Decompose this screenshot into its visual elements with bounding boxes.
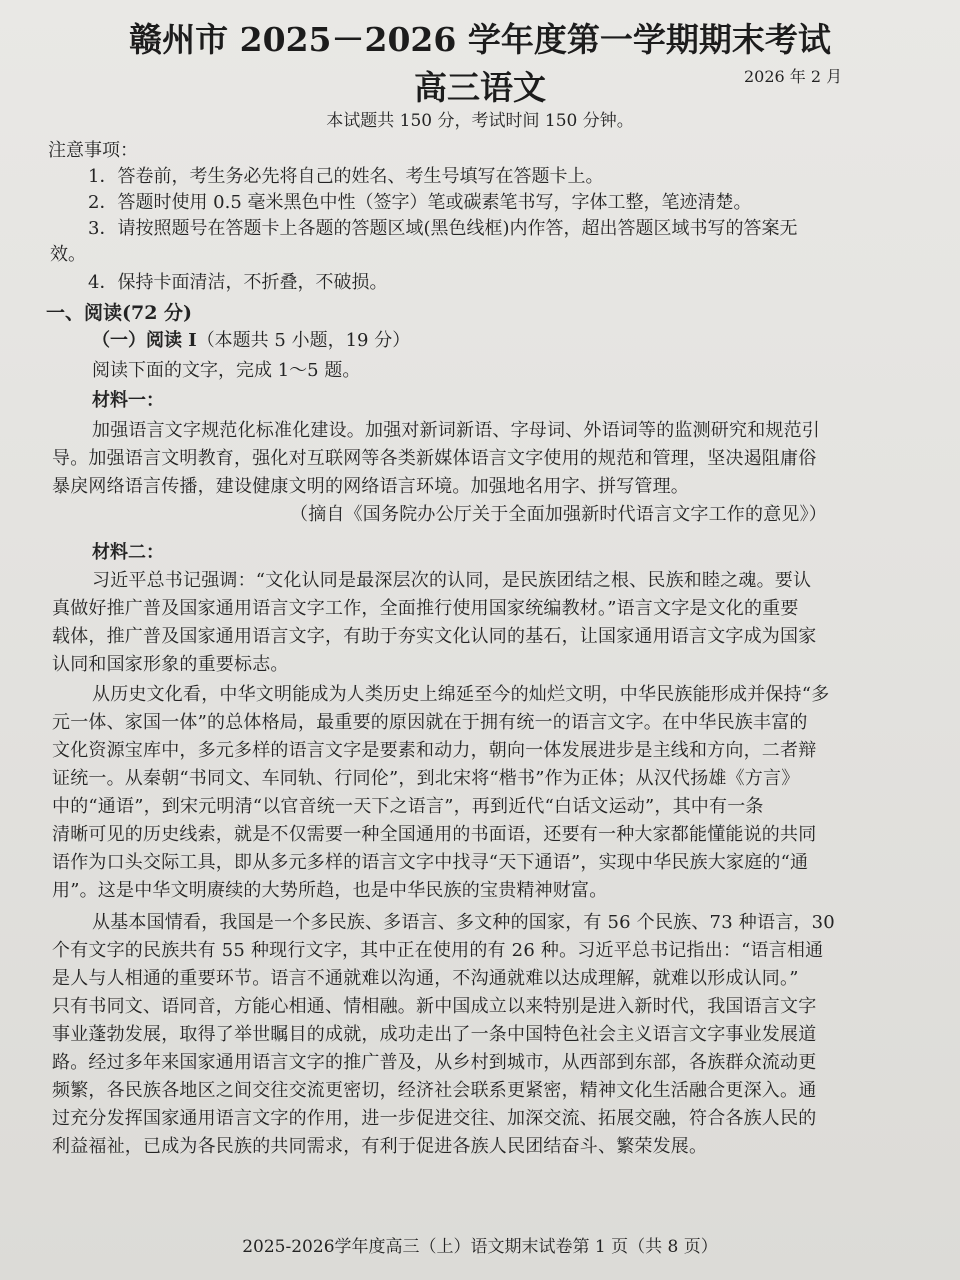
material-2-line: 从基本国情看，我国是一个多民族、多语言、多文种的国家，有 56 个民族、73 种语言，30 xyxy=(92,912,835,933)
notice-item-4: 4．保持卡面清洁，不折叠，不破损。 xyxy=(88,272,388,293)
material-2-line: 是人与人相通的重要环节。语言不通就难以沟通，不沟通就难以达成理解，就难以形成认同。” xyxy=(52,968,799,989)
material-1-line: 暴戾网络语言传播，建设健康文明的网络语言环境。加强地名用字、拼写管理。 xyxy=(52,476,689,497)
material-2-line: 语作为口头交际工具，即从多元多样的语言文字中找寻“天下通语”，实现中华民族大家庭的“通 xyxy=(52,852,809,873)
notice-item-2: 2．答题时使用 0.5 毫米黑色中性（签字）笔或碳素笔书写，字体工整，笔迹清楚。 xyxy=(88,192,752,213)
exam-date: 2026 年 2 月 xyxy=(744,67,843,86)
material-1-source: （摘自《国务院办公厅关于全面加强新时代语言文字工作的意见》） xyxy=(290,504,827,525)
material-2-line: 事业蓬勃发展，取得了举世瞩目的成就，成功走出了一条中国特色社会主义语言文字事业发展道 xyxy=(52,1024,817,1045)
material-2-line: 真做好推广普及国家通用语言文字工作，全面推行使用国家统编教材。”语言文字是文化的重要 xyxy=(52,598,799,619)
material-2-line: 过充分发挥国家通用语言文字的作用，进一步促进交往、加深交流、拓展交融，符合各族人民的 xyxy=(52,1108,817,1129)
material-2-line: 中的“通语”，到宋元明清“以官音统一天下之语言”，再到近代“白话文运动”，其中有一条 xyxy=(52,796,764,817)
exam-subject: 高三语文 xyxy=(414,68,546,107)
section-heading: 一、阅读(72 分) xyxy=(46,302,193,324)
material-1-line: 加强语言文字规范化标准化建设。加强对新词新语、字母词、外语词等的监测研究和规范引 xyxy=(92,420,820,441)
notice-item-3-cont: 效。 xyxy=(50,244,86,265)
material-2-line: 习近平总书记强调：“文化认同是最深层次的认同，是民族团结之根、民族和睦之魂。要认 xyxy=(92,570,812,591)
material-2-line: 载体，推广普及国家通用语言文字，有助于夯实文化认同的基石，让国家通用语言文字成为国家 xyxy=(52,626,817,647)
material-2-line: 路。经过多年来国家通用语言文字的推广普及，从乡村到城市，从西部到东部，各族群众流动更 xyxy=(52,1052,817,1073)
subsection-heading xyxy=(92,326,410,352)
material-1-title: 材料一： xyxy=(92,390,164,411)
exam-info: 本试题共 150 分，考试时间 150 分钟。 xyxy=(326,111,634,131)
material-2-line: 只有书同文、语同音，方能心相通、情相融。新中国成立以来特别是进入新时代，我国语言文字 xyxy=(52,996,817,1017)
notice-heading: 注意事项： xyxy=(48,140,138,161)
material-2-line: 从历史文化看，中华文明能成为人类历史上绵延至今的灿烂文明，中华民族能形成并保持“多 xyxy=(92,684,830,705)
material-2-line: 文化资源宝库中，多元多样的语言文字是要素和动力，朝向一体发展进步是主线和方向，二者辩 xyxy=(52,740,817,761)
notice-item-3: 3．请按照题号在答题卡上各题的答题区域(黑色线框)内作答，超出答题区域书写的答案无 xyxy=(88,218,798,239)
subsection-note: （本题共 5 小题，19 分） xyxy=(196,330,411,351)
material-2-line: 清晰可见的历史线索，就是不仅需要一种全国通用的书面语，还要有一种大家都能懂能说的共同 xyxy=(52,824,817,845)
material-2-line: 个有文字的民族共有 55 种现行文字，其中正在使用的有 26 种。习近平总书记指出：“语言相通 xyxy=(52,940,824,961)
material-2-line: 频繁，各民族各地区之间交往交流更密切，经济社会联系更紧密，精神文化生活融合更深入。通 xyxy=(52,1080,817,1101)
material-2-line: 认同和国家形象的重要标志。 xyxy=(52,654,289,675)
material-1-line: 导。加强语言文明教育，强化对互联网等各类新媒体语言文字使用的规范和管理，坚决遏阻庸俗 xyxy=(52,448,817,469)
material-2-line: 利益福祉，已成为各民族的共同需求，有利于促进各族人民团结奋斗、繁荣发展。 xyxy=(52,1136,708,1157)
notice-item-1: 1．答卷前，考生务必先将自己的姓名、考生号填写在答题卡上。 xyxy=(88,166,604,187)
reading-instruction: 阅读下面的文字，完成 1～5 题。 xyxy=(92,360,361,381)
material-2-line: 用”。这是中华文明赓续的大势所趋，也是中华民族的宝贵精神财富。 xyxy=(52,880,608,901)
subsection-label: （一）阅读 Ⅰ xyxy=(92,330,197,351)
exam-title: 赣州市 2025－2026 学年度第一学期期末考试 xyxy=(129,20,831,59)
material-2-line: 证统一。从秦朝“书同文、车同轨、行同伦”，到北宋将“楷书”作为正体；从汉代扬雄《方言》 xyxy=(52,768,800,789)
material-2-title: 材料二： xyxy=(92,542,164,563)
material-2-line: 元一体、家国一体”的总体格局，最重要的原因就在于拥有统一的语言文字。在中华民族丰富的 xyxy=(52,712,808,733)
page-footer: 2025-2026学年度高三（上）语文期末试卷第 1 页（共 8 页） xyxy=(242,1237,718,1257)
